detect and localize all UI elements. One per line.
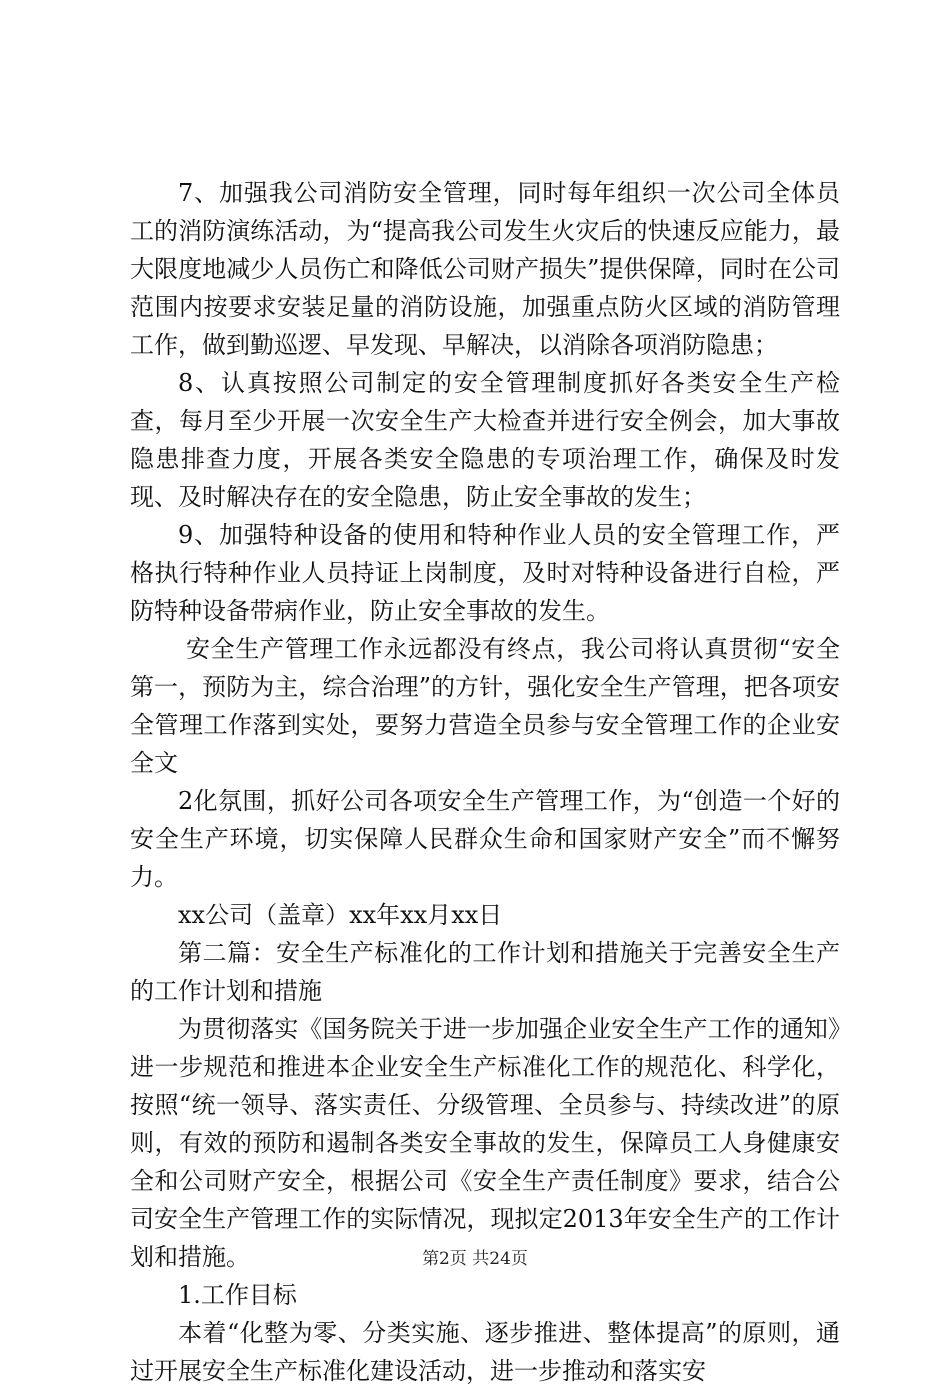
paragraph-conclusion-cont: 2化氛围，抓好公司各项安全生产管理工作，为“创造一个好的安全生产环境，切实保障人民群众生命和国家财产安全”而不懈努力。: [130, 787, 840, 891]
paragraph-item-9: 9、加强特种设备的使用和特种作业人员的安全管理工作，严格执行特种作业人员持证上岗制度，及时对特种设备进行自检，严防特种设备带病作业，防止安全事故的发生。: [130, 521, 840, 625]
document-body: [130, 174, 840, 1390]
paragraph-item-7: 7、加强我公司消防安全管理，同时每年组织一次公司全体员工的消防演练活动，为“提高我公司发生火灾后的快速反应能力，最大限度地减少人员伤亡和降低公司财产损失”提供保障，同时在公司范围内按要求安装足量的消防设施，加强重点防火区域的消防管理工作，做到勤巡逻、早发现、早解决，以消除各项消防隐患；: [130, 179, 840, 359]
signature-line: xx公司（盖章）xx年xx月xx日: [178, 901, 503, 929]
paragraph-intro: 为贯彻落实《国务院关于进一步加强企业安全生产工作的通知》进一步规范和推进本企业安全生产标准化工作的规范化、科学化，按照“统一领导、落实责任、分级管理、全员参与、持续改进”的原则，有效的预防和遏制各类安全事故的发生，保障员工人身健康安全和公司财产安全，根据公司《安全生产责任制度》要求，结合公司安全生产管理工作的实际情况，现拟定2013年安全生产的工作计划和措施。: [130, 1015, 840, 1271]
subheading-goal: 1.工作目标: [178, 1281, 297, 1309]
page-number: 第2页 共24页: [422, 1249, 528, 1269]
section-heading: 第二篇：安全生产标准化的工作计划和措施关于完善安全生产的工作计划和措施: [130, 939, 840, 1005]
paragraph-goal: 本着“化整为零、分类实施、逐步推进、整体提高”的原则，通过开展安全生产标准化建设活动，进一步推动和落实安: [130, 1319, 840, 1385]
paragraph-item-8: 8、认真按照公司制定的安全管理制度抓好各类安全生产检查，每月至少开展一次安全生产大检查并进行安全例会，加大事故隐患排查力度，开展各类安全隐患的专项治理工作，确保及时发现、及时解决存在的安全隐患，防止安全事故的发生；: [130, 369, 840, 511]
paragraph-conclusion: 安全生产管理工作永远都没有终点，我公司将认真贯彻“安全第一，预防为主，综合治理”的方针，强化安全生产管理，把各项安全管理工作落到实处，要努力营造全员参与安全管理工作的企业安全文: [130, 635, 840, 777]
